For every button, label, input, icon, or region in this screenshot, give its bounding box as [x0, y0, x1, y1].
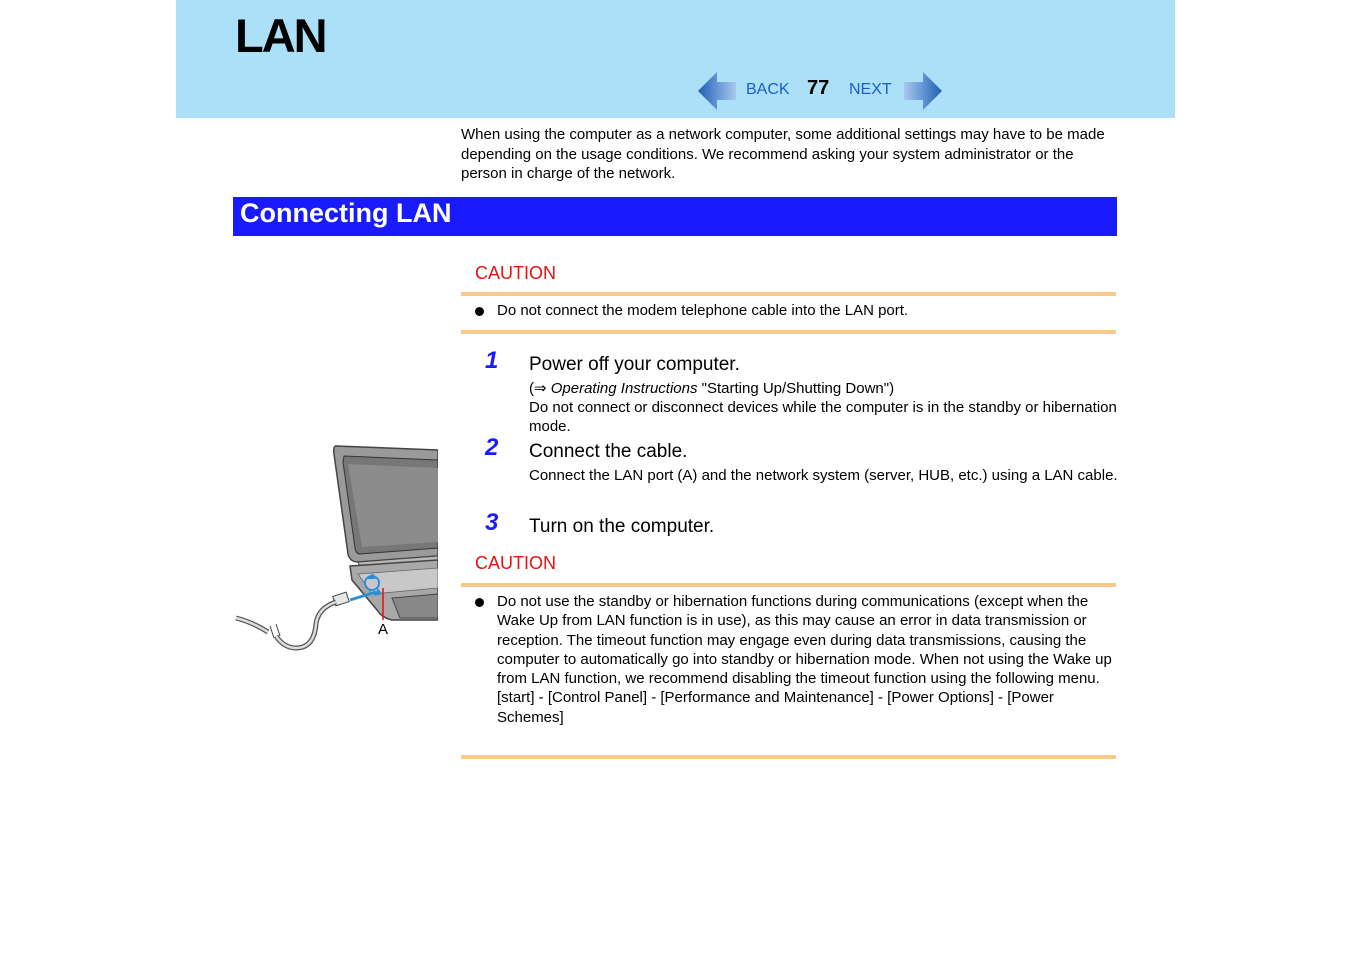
step-note: Do not connect or disconnect devices while the computer is in the standby or hibernation mode. — [529, 399, 1117, 435]
step-number: 3 — [485, 509, 499, 536]
intro-paragraph: When using the computer as a network computer, some additional settings may have to be made depending on the usage conditions. We recommend asking your system administrator or the person in charge of the network. — [461, 126, 1105, 182]
back-button[interactable]: BACK — [746, 81, 790, 98]
page-title: LAN — [235, 9, 326, 62]
next-button[interactable]: NEXT — [849, 81, 892, 98]
caution-bullet: Do not use the standby or hibernation functions during communications (except when the Wake Up from LAN function is in use), as this may cause an error in data transmission or reception. The timeout function may engage even during data transmissions, causing the computer to automatically go into standby or hibernation mode. When not using the Wake up from LAN function, we recommend disabling the timeout function using the following menu. [start] - [Control Panel] - [Performance and Maintenance] - [Power Options] - [Power Schemes] — [475, 592, 1115, 747]
caution-bullet: Do not connect the modem telephone cable into the LAN port. — [475, 301, 1115, 321]
caution-divider — [461, 330, 1116, 334]
laptop-lan-illustration — [232, 438, 438, 654]
caution-label: CAUTION — [475, 553, 556, 573]
back-arrow-icon[interactable] — [698, 72, 738, 110]
step-number: 2 — [485, 434, 499, 461]
caution-divider — [461, 292, 1116, 296]
step-reference: (⇒ Operating Instructions "Starting Up/Shutting Down") — [529, 380, 895, 397]
step-number: 1 — [485, 347, 499, 374]
step-title: Turn on the computer. — [529, 516, 715, 537]
bullet-icon — [475, 598, 484, 607]
page-header — [176, 0, 1175, 118]
section-title: Connecting LAN — [240, 198, 452, 228]
step-title: Connect the cable. — [529, 441, 688, 462]
section-header — [233, 197, 1117, 236]
page-number: 77 — [807, 77, 830, 99]
step-note: Connect the LAN port (A) and the network system (server, HUB, etc.) using a LAN cable. — [529, 467, 1118, 484]
bullet-icon — [475, 307, 484, 316]
caution-label: CAUTION — [475, 263, 556, 283]
next-arrow-icon[interactable] — [902, 72, 942, 110]
port-label: A — [378, 621, 389, 638]
caution-divider — [461, 755, 1116, 759]
step-title: Power off your computer. — [529, 354, 740, 375]
caution-divider — [461, 583, 1116, 587]
manual-reference: Operating Instructions — [550, 380, 698, 397]
